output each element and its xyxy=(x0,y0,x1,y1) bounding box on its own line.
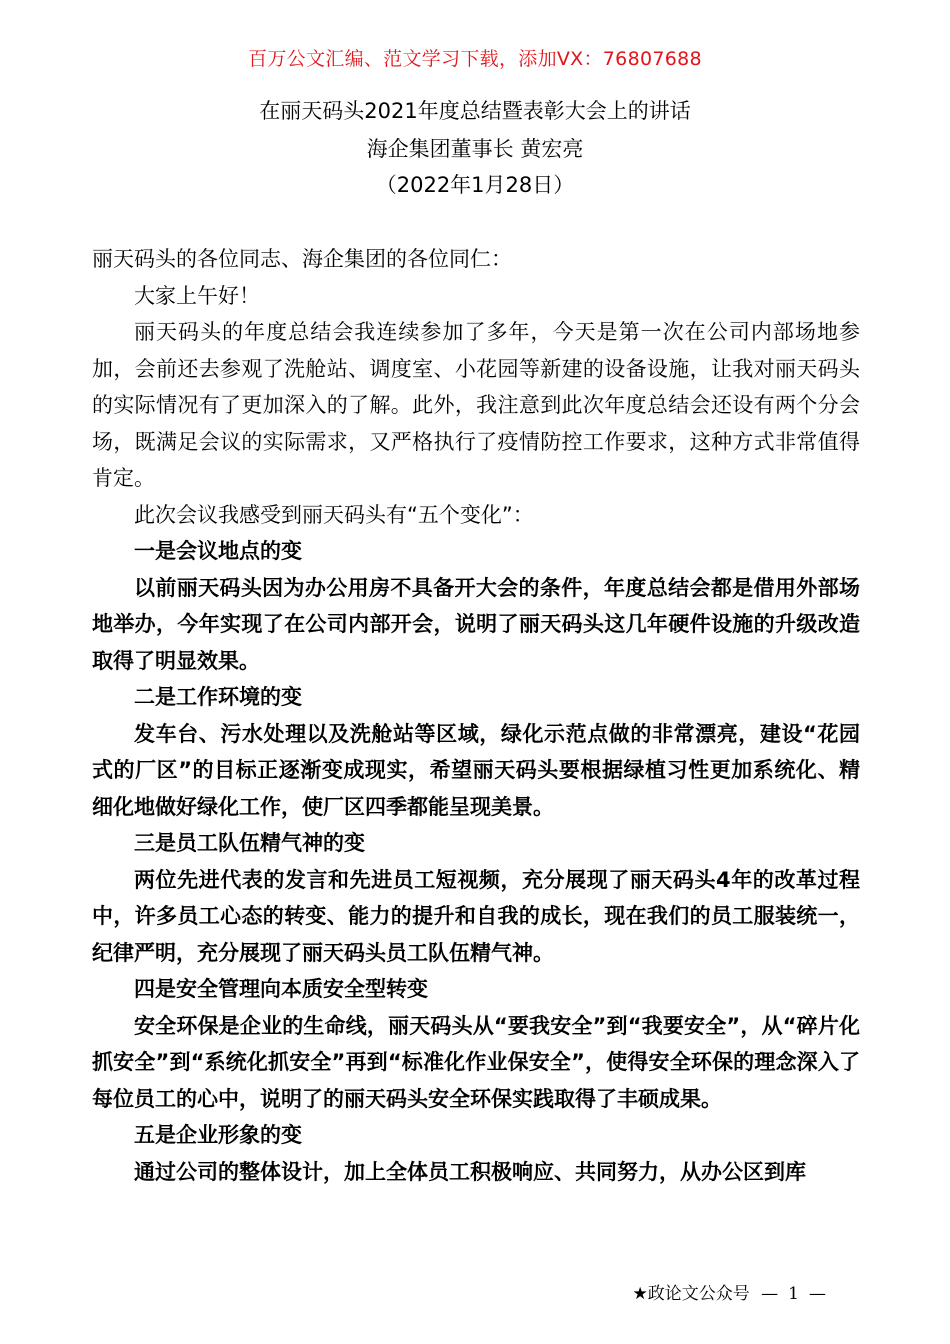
paragraph-five-changes: 此次会议我感受到丽天码头有“五个变化”： xyxy=(134,502,534,527)
section-heading-4: 四是安全管理向本质安全型转变 xyxy=(134,977,428,1001)
section-text-3: 两位先进代表的发言和先进员工短视频，充分展现了丽天码头4年的改革过程中，许多员工心态的转变、能力的提升和自我的成长，现在我们的员工服装统一，纪律严明，充分展现了丽天码头员工队伍精气神。 xyxy=(92,867,860,965)
speech-title: 在丽天码头2021年度总结暨表彰大会上的讲话 xyxy=(259,99,691,123)
section-text-2: 发车台、污水处理以及洗舱站等区域，绿化示范点做的非常漂亮，建设“花园式的厂区”的目标正逐渐变成现实，希望丽天码头要根据绿植习性更加系统化、精细化地做好绿化工作，使厂区四季都能呈现美景。 xyxy=(92,721,860,819)
section-text-5: 通过公司的整体设计，加上全体员工积极响应、共同努力，从办公区到库 xyxy=(134,1159,806,1184)
section-heading-2: 二是工作环境的变 xyxy=(134,685,302,709)
section-heading-1: 一是会议地点的变 xyxy=(134,539,302,563)
footer-dash-left: — xyxy=(761,1284,779,1304)
salutation: 丽天码头的各位同志、海企集团的各位同仁： xyxy=(92,247,512,271)
footer-source: ★政论文公众号 xyxy=(632,1284,750,1304)
speech-author: 海企集团董事长 黄宏亮 xyxy=(366,137,584,161)
section-heading-3: 三是员工队伍精气神的变 xyxy=(134,831,365,855)
paragraph-intro: 丽天码头的年度总结会我连续参加了多年，今天是第一次在公司内部场地参加，会前还去参观了洗舱站、调度室、小花园等新建的设备设施，让我对丽天码头的实际情况有了更加深入的了解。此外，我注意到此次年度总结会还设有两个分会场，既满足会议的实际需求，又严格执行了疫情防控工作要求，这种方式非常值得肯定。 xyxy=(92,320,860,490)
section-heading-5: 五是企业形象的变 xyxy=(134,1123,302,1147)
page-footer xyxy=(633,1282,832,1306)
speech-date: （2022年1月28日） xyxy=(375,173,575,197)
section-text-1: 以前丽天码头因为办公用房不具备开大会的条件，年度总结会都是借用外部场地举办，今年实现了在公司内部开会，说明了丽天码头这几年硬件设施的升级改造取得了明显效果。 xyxy=(92,575,860,673)
greeting: 大家上午好！ xyxy=(134,283,260,308)
footer-dash-right: — xyxy=(809,1284,826,1304)
watermark-banner: 百万公文汇编、范文学习下载，添加VX：76807688 xyxy=(248,48,702,70)
section-text-4: 安全环保是企业的生命线，丽天码头从“要我安全”到“我要安全”，从“碎片化抓安全”到“系统化抓安全”再到“标准化作业保安全”，使得安全环保的理念深入了每位员工的心中，说明了的丽天码头安全环保实践取得了丰硕成果。 xyxy=(92,1013,860,1111)
speech-body xyxy=(92,241,860,1190)
page-number: 1 xyxy=(788,1284,799,1304)
